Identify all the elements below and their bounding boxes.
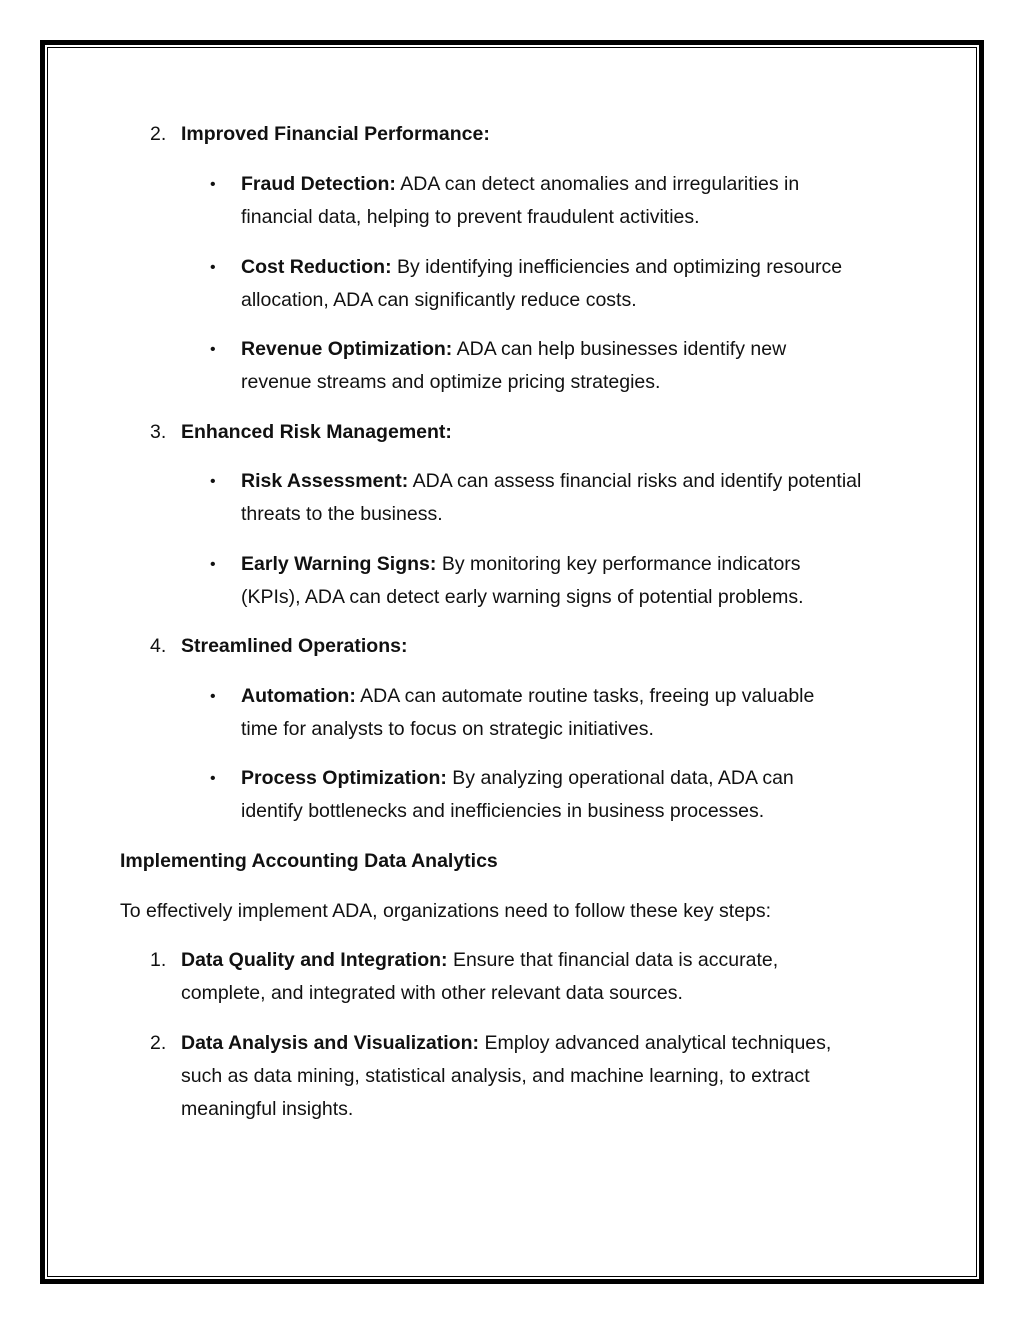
intro-paragraph: To effectively implement ADA, organizations need to follow these key steps:	[120, 900, 772, 922]
step-text: Employ advanced analytical techniques,	[484, 1032, 832, 1054]
step-line	[181, 1027, 831, 1060]
bullet-glyph: •	[210, 341, 216, 358]
list-item-text: time for analysts to focus on strategic initiatives.	[241, 718, 654, 740]
list-item-text: financial data, helping to prevent fraudulent activities.	[241, 206, 700, 228]
step-text: complete, and integrated with other relevant data sources.	[181, 982, 683, 1004]
list-item-label: Automation:	[241, 685, 356, 707]
section-heading-text: Improved Financial Performance:	[181, 123, 490, 145]
bullet-glyph: •	[210, 556, 216, 573]
list-item-text: threats to the business.	[241, 503, 443, 525]
list-item-text: allocation, ADA can significantly reduce costs.	[241, 289, 637, 311]
step-label: Data Quality and Integration:	[181, 949, 448, 971]
list-item-label: Risk Assessment:	[241, 470, 409, 492]
list-item-text: By monitoring key performance indicators	[441, 553, 801, 575]
list-item-line	[241, 251, 842, 284]
bullet-glyph: •	[210, 473, 216, 490]
list-item-text: (KPIs), ADA can detect early warning signs of potential problems.	[241, 586, 804, 608]
list-item-text: By identifying inefficiencies and optimizing resource	[397, 256, 843, 278]
list-item-label: Process Optimization:	[241, 767, 447, 789]
step-text: Ensure that financial data is accurate,	[452, 949, 779, 971]
list-item-text: ADA can automate routine tasks, freeing up valuable	[360, 685, 815, 707]
list-number: 1.	[150, 949, 167, 971]
list-number: 4.	[150, 635, 167, 657]
list-item-text: By analyzing operational data, ADA can	[452, 767, 794, 789]
step-text: meaningful insights.	[181, 1098, 354, 1120]
list-number: 2.	[150, 1032, 167, 1054]
list-item-text: ADA can help businesses identify new	[456, 338, 787, 360]
section-heading-text: Streamlined Operations:	[181, 635, 408, 657]
section-heading	[181, 118, 490, 151]
list-item-line	[241, 680, 814, 713]
bullet-glyph: •	[210, 770, 216, 787]
step-label: Data Analysis and Visualization:	[181, 1032, 480, 1054]
bullet-glyph: •	[210, 259, 216, 276]
list-item-text: ADA can detect anomalies and irregularities in	[400, 173, 800, 195]
list-item-text: revenue streams and optimize pricing strategies.	[241, 371, 661, 393]
section-title-text: Implementing Accounting Data Analytics	[120, 850, 498, 872]
bullet-glyph: •	[210, 688, 216, 705]
list-item-line	[241, 465, 861, 498]
list-item-line	[241, 762, 794, 795]
list-item-line	[241, 548, 801, 581]
section-heading	[181, 630, 407, 663]
list-item-text: ADA can assess financial risks and identify potential	[412, 470, 862, 492]
list-item-label: Cost Reduction:	[241, 256, 392, 278]
list-item-line	[241, 168, 799, 201]
list-number: 2.	[150, 123, 167, 145]
section-heading-text: Enhanced Risk Management:	[181, 421, 452, 443]
section-title	[120, 845, 498, 878]
bullet-glyph: •	[210, 176, 216, 193]
list-number: 3.	[150, 421, 167, 443]
step-text: such as data mining, statistical analysis, and machine learning, to extract	[181, 1065, 810, 1087]
list-item-label: Fraud Detection:	[241, 173, 396, 195]
list-item-text: identify bottlenecks and inefficiencies in business processes.	[241, 800, 765, 822]
list-item-label: Early Warning Signs:	[241, 553, 437, 575]
list-item-line	[241, 333, 786, 366]
list-item-label: Revenue Optimization:	[241, 338, 453, 360]
step-line	[181, 944, 778, 977]
section-heading	[181, 416, 452, 449]
